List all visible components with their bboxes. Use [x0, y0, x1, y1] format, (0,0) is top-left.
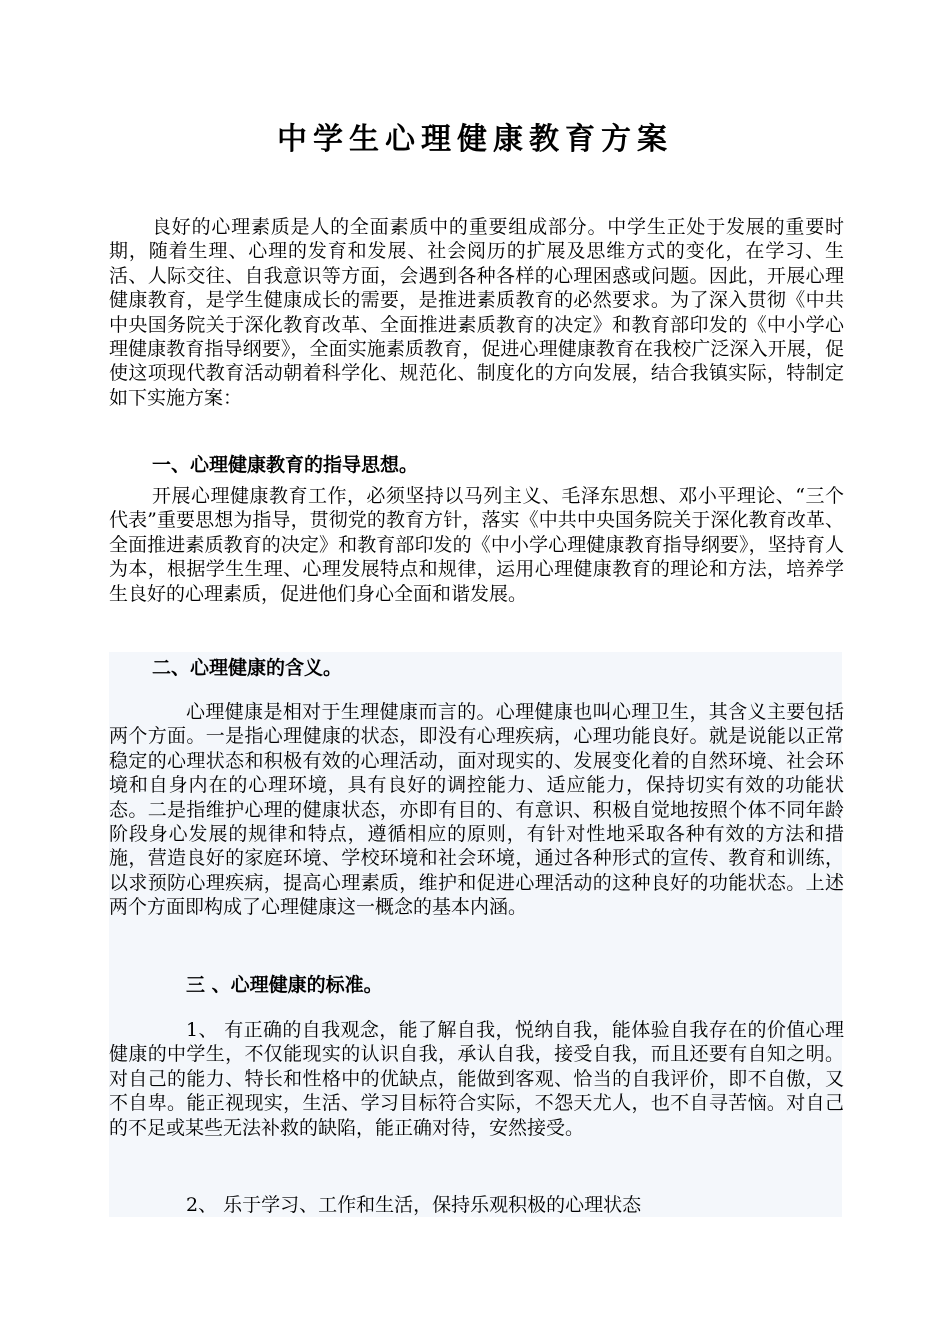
- intro-text: 良好的心理素质是人的全面素质中的重要组成部分。中学生正处于发展的重要时期，随着生理、心理的发育和发展、社会阅历的扩展及思维方式的变化，在学习、生活、人际交往、自我意识等方面，会遇到各种各样的心理困惑或问题。因此，开展心理健康教育，是学生健康成长的需要，是推进素质教育的必然要求。为了深入贯彻《中共中央国务院关于深化教育改革、全面推进素质教育的决定》和教育部印发的《中小学心理健康教育指导纲要》，全面实施素质教育，促进心理健康教育在我校广泛深入开展，促使这项现代教育活动朝着科学化、规范化、制度化的方向发展，结合我镇实际，特制定如下实施方案：: [109, 216, 844, 409]
- document-title: 中学生心理健康教育方案: [277, 122, 673, 157]
- standard-item-1-text: 1、 有正确的自我观念，能了解自我，悦纳自我，能体验自我存在的价值心理健康的中学生，不仅能现实的认识自我，承认自我，接受自我，而且还要有自知之明。对自己的能力、特长和性格中的优缺点，能做到客观、恰当的自我评价，即不自傲，又不自卑。能正视现实，生活、学习目标符合实际，不怨天尤人，也不自寻苦恼。对自己的不足或某些无法补救的缺陷，能正确对待，安然接受。: [109, 1019, 844, 1139]
- section1-text: 开展心理健康教育工作，必须坚持以马列主义、毛泽东思想、邓小平理论、“三个代表”重要思想为指导，贯彻党的教育方针，落实《中共中央国务院关于深化教育改革、全面推进素质教育的决定》和教育部印发的《中小学心理健康教育指导纲要》，坚持育人为本，根据学生生理、心理发展特点和规律，运用心理健康教育的理论和方法，培养学生良好的心理素质，促进他们身心全面和谐发展。: [109, 485, 844, 605]
- section1-heading: 一、心理健康教育的指导思想。: [152, 454, 419, 476]
- section3-heading: 三 、心理健康的标准。: [186, 974, 383, 996]
- section2-paragraph: [109, 700, 844, 920]
- intro-paragraph: [109, 215, 844, 410]
- standard-item-2: 2、 乐于学习、工作和生活，保持乐观积极的心理状态: [186, 1194, 642, 1216]
- section2-heading: 二、心理健康的含义。: [152, 657, 343, 679]
- section2-text: 心理健康是相对于生理健康而言的。心理健康也叫心理卫生，其含义主要包括两个方面。一是指心理健康的状态，即没有心理疾病，心理功能良好。就是说能以正常稳定的心理状态和积极有效的心理活动，面对现实的、发展变化着的自然环境、社会环境和自身内在的心理环境，具有良好的调控能力、适应能力，保持切实有效的功能状态。二是指维护心理的健康状态，亦即有目的、有意识、积极自觉地按照个体不同年龄阶段身心发展的规律和特点，遵循相应的原则，有针对性地采取各种有效的方法和措施，营造良好的家庭环境、学校环境和社会环境，通过各种形式的宣传、教育和训练，以求预防心理疾病，提高心理素质，维护和促进心理活动的这种良好的功能状态。上述两个方面即构成了心理健康这一概念的基本内涵。: [109, 701, 844, 919]
- section1-paragraph: [109, 484, 844, 606]
- standard-item-1: [109, 1018, 844, 1140]
